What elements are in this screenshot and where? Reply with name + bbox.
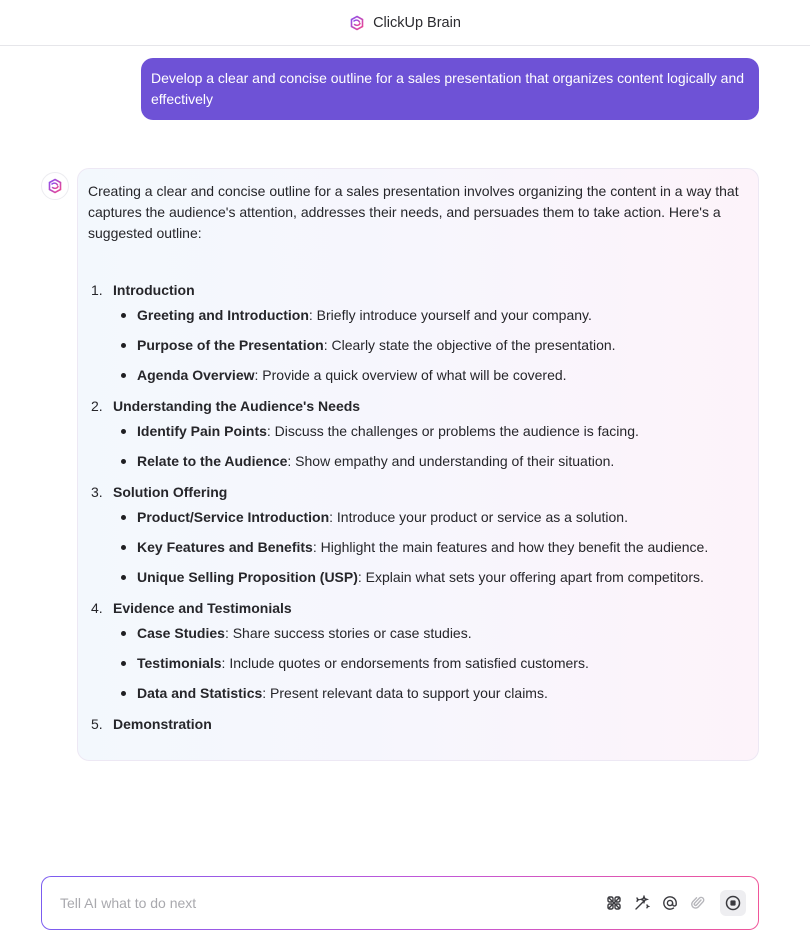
ai-avatar xyxy=(41,172,69,200)
list-item-description: : Clearly state the objective of the presentation. xyxy=(323,337,616,353)
ai-response-bubble xyxy=(77,168,759,761)
list-item xyxy=(113,335,748,356)
at-mention-icon[interactable] xyxy=(660,893,680,913)
prompt-input[interactable] xyxy=(60,895,604,911)
composer xyxy=(41,876,759,930)
list-item xyxy=(113,623,748,644)
section-heading: Solution Offering xyxy=(113,484,228,500)
section-number: 5. xyxy=(91,716,103,732)
list-item-term: Data and Statistics xyxy=(137,685,263,701)
list-item-term: Purpose of the Presentation xyxy=(137,337,324,353)
outline-section xyxy=(88,280,748,386)
list-item-term: Key Features and Benefits xyxy=(137,539,313,555)
list-item-description: : Discuss the challenges or problems the audience is facing. xyxy=(266,423,639,439)
user-message-bubble xyxy=(141,58,759,120)
list-item-description: : Show empathy and understanding of their situation. xyxy=(287,453,615,469)
sparkle-magic-icon[interactable] xyxy=(632,893,652,913)
list-item xyxy=(113,683,748,704)
list-item xyxy=(113,653,748,674)
list-item-term: Greeting and Introduction xyxy=(137,307,309,323)
section-number: 2. xyxy=(91,398,103,414)
section-heading: Introduction xyxy=(113,282,195,298)
list-item xyxy=(113,567,748,588)
list-item-term: Relate to the Audience xyxy=(137,453,288,469)
section-number: 1. xyxy=(91,282,103,298)
outline-section xyxy=(88,714,748,735)
list-item xyxy=(113,365,748,386)
paperclip-icon[interactable] xyxy=(688,893,708,913)
list-item-description: : Include quotes or endorsements from satisfied customers. xyxy=(221,655,589,671)
list-item-description: : Share success stories or case studies. xyxy=(224,625,472,641)
app-header xyxy=(0,0,810,46)
list-item-term: Unique Selling Proposition (USP) xyxy=(137,569,358,585)
composer-inner xyxy=(42,877,758,929)
list-item xyxy=(113,537,748,558)
stop-generating-button[interactable] xyxy=(720,890,746,916)
ai-response-intro: Creating a clear and concise outline for a sales presentation involves organizing the content in a way that captures the audience's attention, addresses their needs, and persuades them to take action. Here's a suggested outline: xyxy=(88,183,739,241)
list-item-term: Case Studies xyxy=(137,625,225,641)
list-item-term: Testimonials xyxy=(137,655,222,671)
section-number: 3. xyxy=(91,484,103,500)
list-item-term: Identify Pain Points xyxy=(137,423,267,439)
list-item-description: : Explain what sets your offering apart from competitors. xyxy=(357,569,704,585)
composer-tools xyxy=(604,890,746,916)
section-bullets xyxy=(113,507,748,588)
outline-section xyxy=(88,396,748,472)
app-title: ClickUp Brain xyxy=(373,14,461,31)
list-item xyxy=(113,421,748,442)
section-heading: Demonstration xyxy=(113,716,212,732)
list-item-description: : Briefly introduce yourself and your company. xyxy=(308,307,592,323)
clickup-brain-logo-icon xyxy=(349,15,365,31)
list-item xyxy=(113,507,748,528)
section-number: 4. xyxy=(91,600,103,616)
section-heading: Evidence and Testimonials xyxy=(113,600,292,616)
section-bullets xyxy=(113,305,748,386)
list-item-term: Product/Service Introduction xyxy=(137,509,330,525)
outline-section xyxy=(88,598,748,704)
brain-tools-icon[interactable] xyxy=(604,893,624,913)
list-item-description: : Provide a quick overview of what will be covered. xyxy=(254,367,567,383)
clickup-brain-avatar-icon xyxy=(47,178,63,194)
outline-section xyxy=(88,482,748,588)
list-item-description: : Introduce your product or service as a solution. xyxy=(329,509,628,525)
section-heading: Understanding the Audience's Needs xyxy=(113,398,361,414)
list-item xyxy=(113,451,748,472)
section-bullets xyxy=(113,623,748,704)
stop-icon xyxy=(725,895,741,911)
user-message-text: Develop a clear and concise outline for a sales presentation that organizes content logically and effectively xyxy=(151,70,745,107)
list-item-description: : Present relevant data to support your claims. xyxy=(262,685,548,701)
outline-list xyxy=(88,280,748,735)
list-item xyxy=(113,305,748,326)
list-item-term: Agenda Overview xyxy=(137,367,255,383)
section-bullets xyxy=(113,421,748,472)
list-item-description: : Highlight the main features and how they benefit the audience. xyxy=(312,539,709,555)
